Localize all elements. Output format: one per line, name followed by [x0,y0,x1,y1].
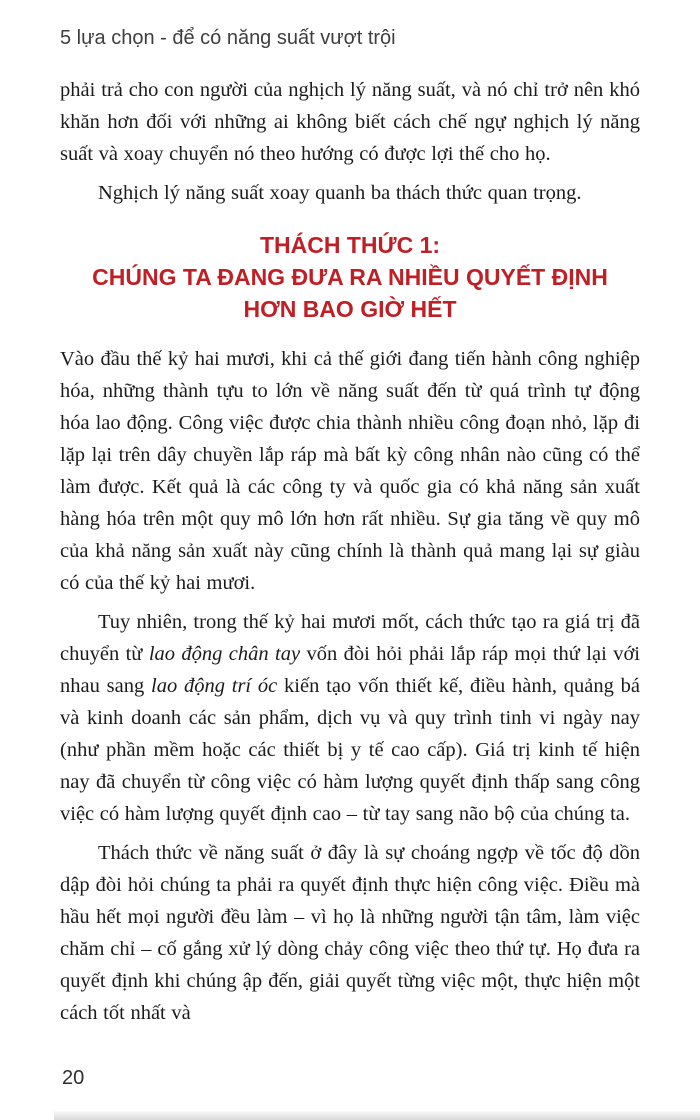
paragraph-twentieth-century: Vào đầu thế kỷ hai mươi, khi cả thế giới đang tiến hành công nghiệp hóa, những thành tựu to lớn về năng suất đến từ quá trình tự động hóa lao động. Công việc được chia thành nhiều công đoạn nhỏ, lặp đi lặp lại trên dây chuyền lắp ráp mà bất kỳ công nhân nào cũng có thể làm được. Kết quả là các công ty và quốc gia có khả năng sản xuất hàng hóa trên một quy mô lớn hơn rất nhiều. Sự gia tăng về quy mô của khả năng sản xuất này cũng chính là thành quả mang lại sự giàu có của thế kỷ hai mươi. [60,348,640,594]
heading-line-2: CHÚNG TA ĐANG ĐƯA RA NHIỀU QUYẾT ĐỊNH [92,264,608,290]
paragraph-continuation: phải trả cho con người của nghịch lý năng suất, và nó chỉ trở nên khó khăn hơn đối với những ai không biết cách chế ngự nghịch lý năng suất và xoay chuyển nó theo hướng có được lợi thế cho họ. [60,79,640,165]
heading-line-1: THÁCH THỨC 1: [259,232,441,258]
page-edge-shadow [54,1111,700,1120]
heading-line-3: HƠN BAO GIỜ HẾT [243,296,457,322]
paragraph-intro-challenges: Nghịch lý năng suất xoay quanh ba thách thức quan trọng. [98,182,582,204]
section-heading-challenge-1 [60,229,640,325]
page-body [60,74,640,1029]
paragraph-knowledge-work: Tuy nhiên, trong thế kỷ hai mươi mốt, cách thức tạo ra giá trị đã chuyển từ lao động chân tay vốn đòi hỏi phải lắp ráp mọi thứ lại với nhau sang lao động trí óc kiến tạo vốn thiết kế, điều hành, quảng bá và kinh doanh các sản phẩm, dịch vụ và quy trình tinh vi ngày nay (như phần mềm hoặc các thiết bị y tế cao cấp). Giá trị kinh tế hiện nay đã chuyển từ công việc có hàm lượng quyết định thấp sang công việc có hàm lượng quyết định cao – từ tay sang não bộ của chúng ta. [60,611,641,825]
page-number: 20 [62,1067,85,1089]
running-header-title: 5 lựa chọn - để có năng suất vượt trội [60,27,396,49]
paragraph-decision-overload: Thách thức về năng suất ở đây là sự choáng ngợp về tốc độ dồn dập đòi hỏi chúng ta phải ra quyết định thực hiện công việc. Điều mà hầu hết mọi người đều làm – vì họ là những người tận tâm, làm việc chăm chỉ – cố gắng xử lý dòng chảy công việc theo thứ tự. Họ đưa ra quyết định khi chúng ập đến, giải quyết từng việc một, thực hiện một cách tốt nhất và [60,842,640,1024]
